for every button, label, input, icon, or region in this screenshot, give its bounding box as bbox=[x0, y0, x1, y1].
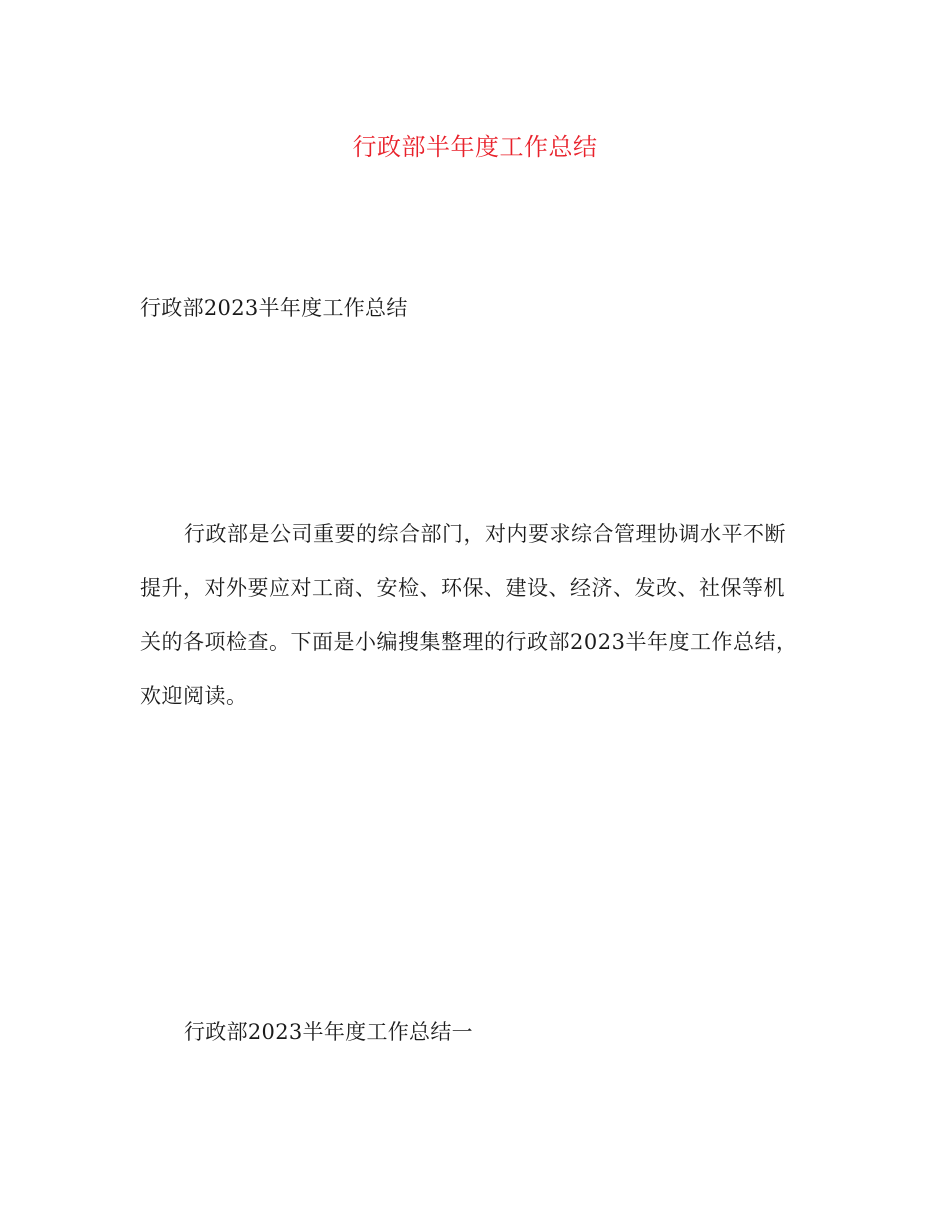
document-title: 行政部半年度工作总结 bbox=[352, 133, 598, 161]
intro-line: 欢迎阅读。 bbox=[140, 684, 248, 708]
intro-line: 关的各项检查。下面是小编搜集整理的行政部2023半年度工作总结， bbox=[140, 630, 798, 654]
intro-line: 行政部是公司重要的综合部门，对内要求综合管理协调水平不断 bbox=[184, 522, 786, 546]
section-heading: 行政部2023半年度工作总结一 bbox=[184, 1020, 473, 1044]
intro-paragraph bbox=[140, 507, 800, 723]
document-subtitle: 行政部2023半年度工作总结 bbox=[140, 296, 408, 320]
intro-line: 提升，对外要应对工商、安检、环保、建设、经济、发改、社保等机 bbox=[140, 576, 785, 600]
